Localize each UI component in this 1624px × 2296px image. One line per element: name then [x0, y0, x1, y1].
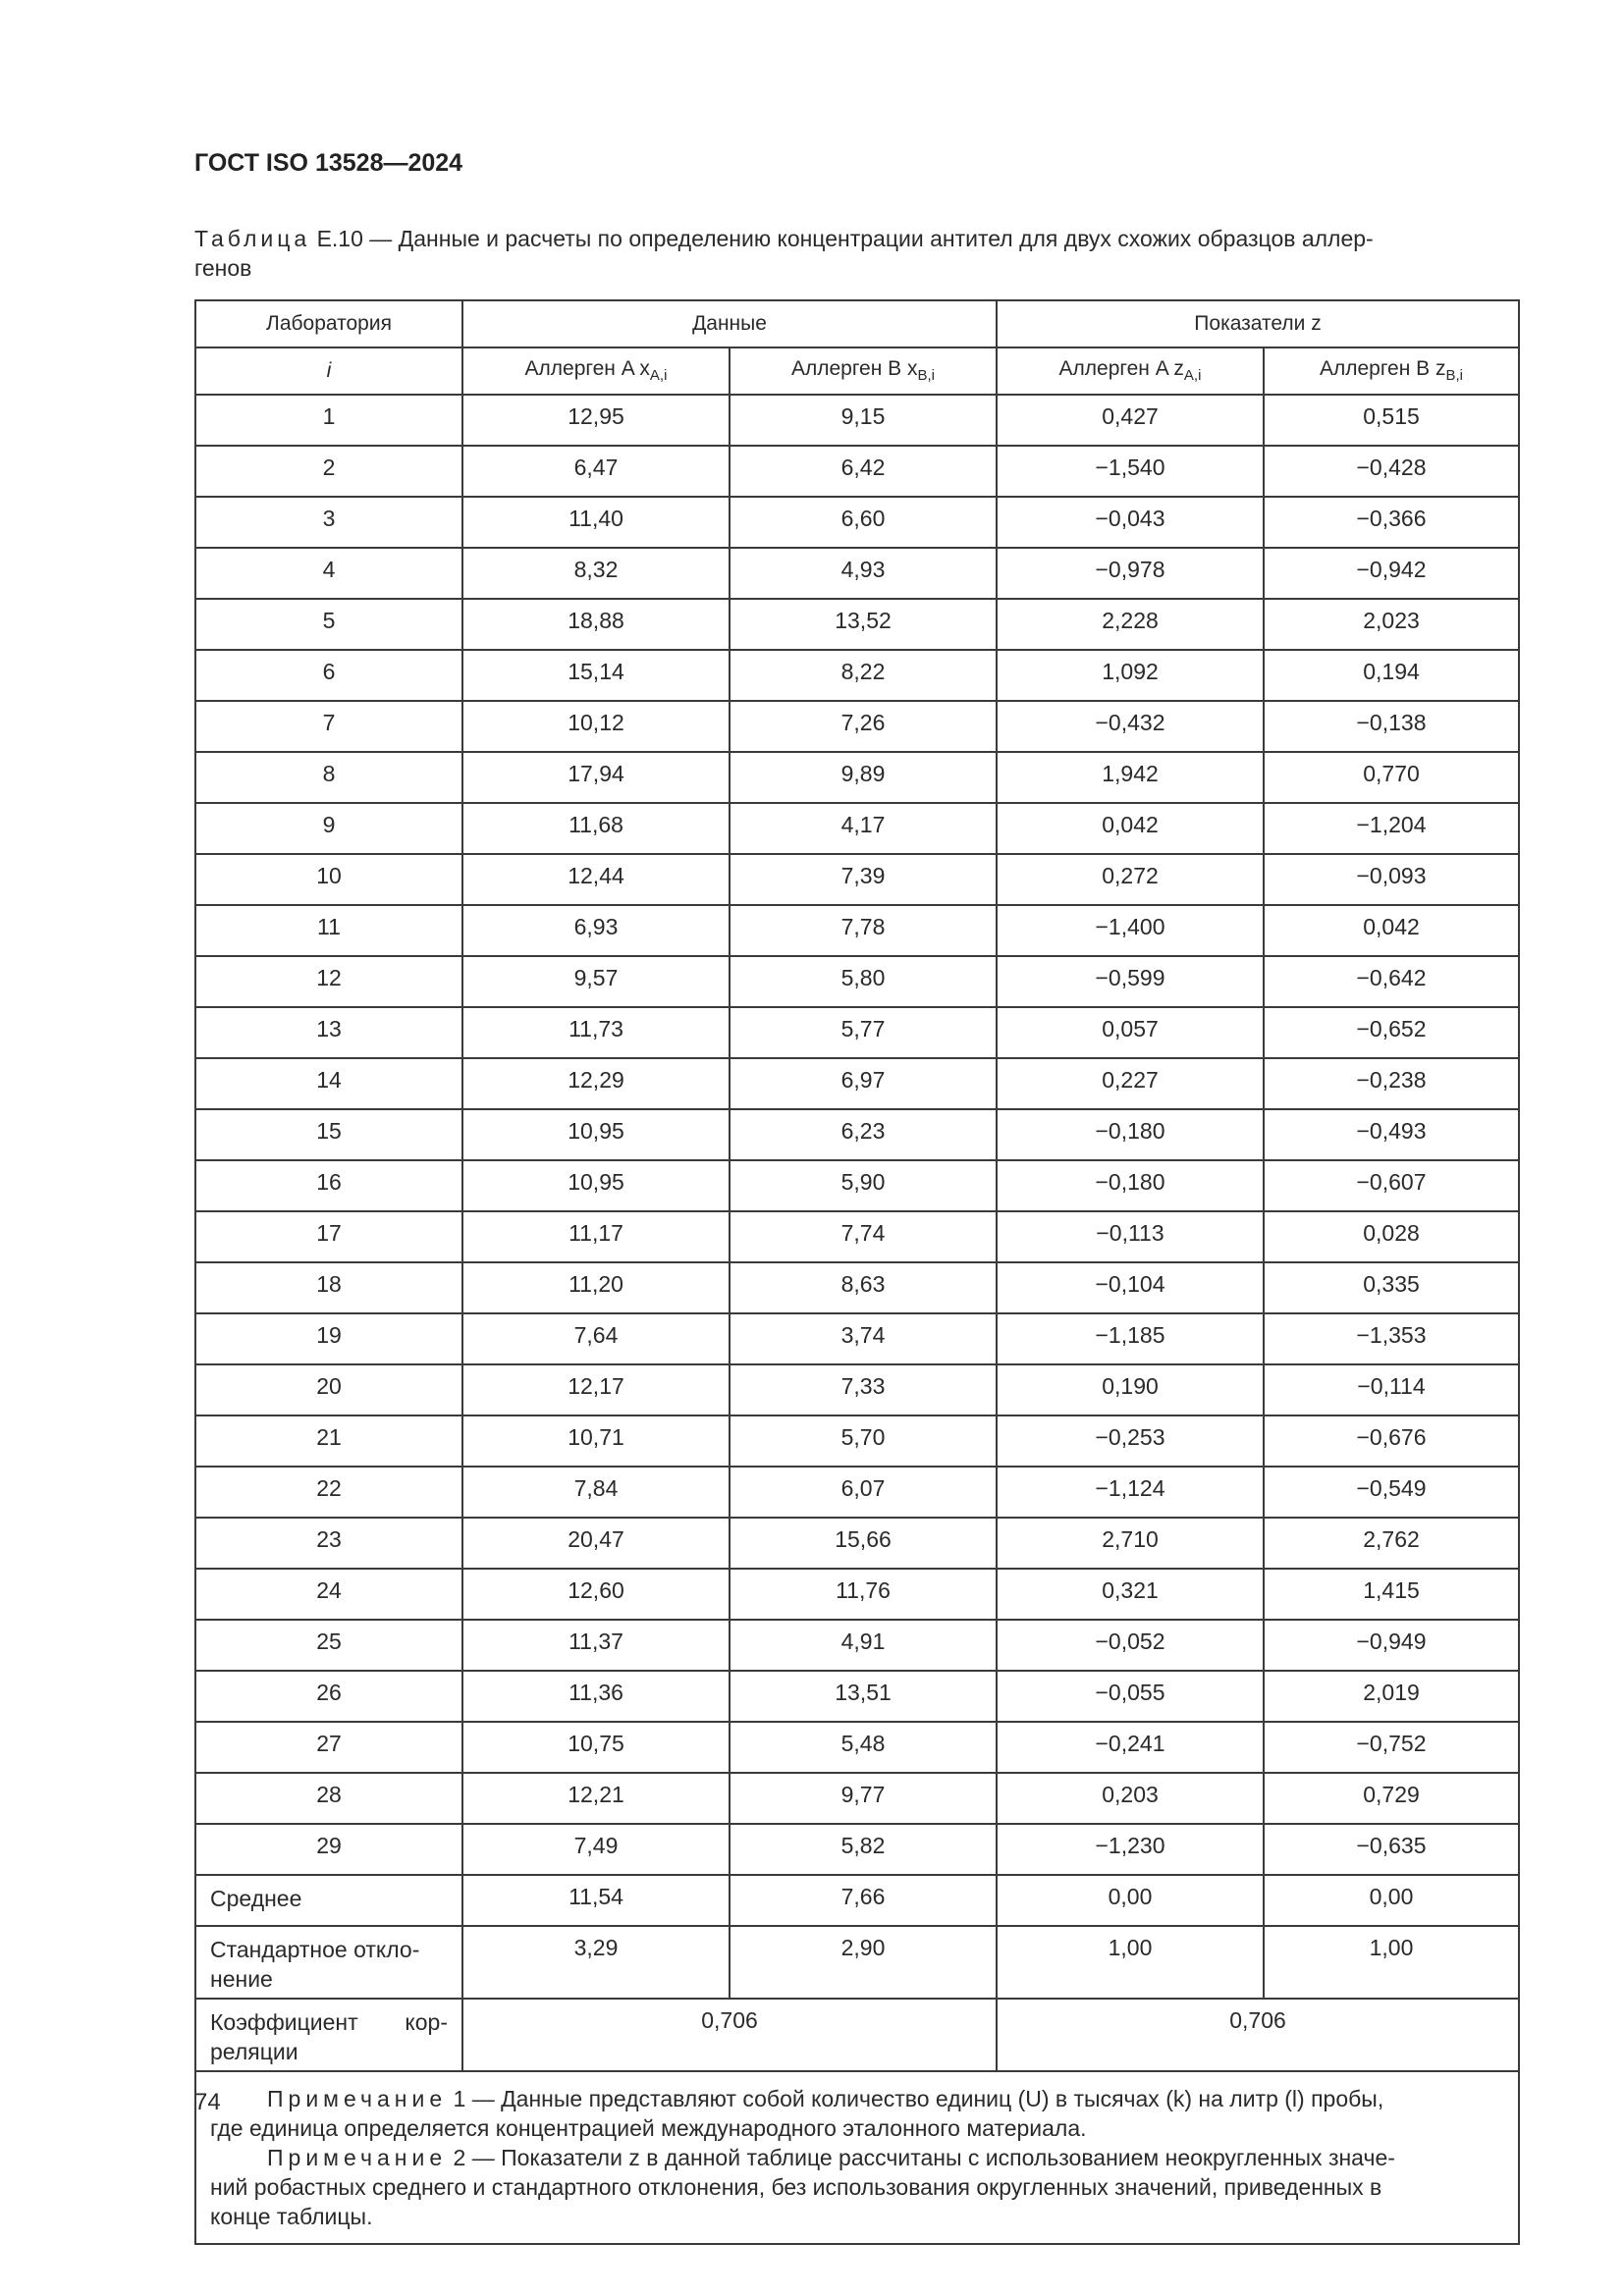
sd-label-line2: нение: [210, 1966, 273, 1992]
z-a-value: −0,104: [997, 1262, 1264, 1313]
table-row: [195, 548, 1519, 599]
header-z-a-label: Аллерген A z: [1058, 357, 1184, 381]
allergen-a-value: 10,71: [462, 1415, 730, 1467]
z-b-value: −0,493: [1264, 1109, 1519, 1160]
z-b-value: −0,238: [1264, 1058, 1519, 1109]
allergen-b-value: 8,22: [730, 650, 997, 701]
allergen-a-value: 10,95: [462, 1109, 730, 1160]
header-allergen-a-label: Аллерген A x: [524, 357, 650, 381]
z-a-value: 0,203: [997, 1773, 1264, 1824]
z-b-value: 2,762: [1264, 1518, 1519, 1569]
z-a-value: 0,321: [997, 1569, 1264, 1620]
lab-index: 17: [195, 1211, 462, 1262]
table-row: [195, 1824, 1519, 1875]
lab-index: 13: [195, 1007, 462, 1058]
note-1-label: Примечание: [267, 2086, 448, 2111]
header-z-a: [997, 347, 1264, 395]
header-z-label: Показатели z: [1194, 312, 1322, 335]
corr-data: 0,706: [462, 1999, 997, 2071]
allergen-a-value: 6,47: [462, 446, 730, 497]
z-b-value: −0,635: [1264, 1824, 1519, 1875]
header-allergen-a: [462, 347, 730, 395]
z-b-value: 0,042: [1264, 905, 1519, 956]
z-b-value: −0,942: [1264, 548, 1519, 599]
lab-index: 16: [195, 1160, 462, 1211]
header-i: [195, 347, 462, 395]
z-a-value: 0,190: [997, 1364, 1264, 1415]
z-a-value: −0,978: [997, 548, 1264, 599]
allergen-b-value: 13,52: [730, 599, 997, 650]
lab-index: 19: [195, 1313, 462, 1364]
allergen-b-value: 4,91: [730, 1620, 997, 1671]
mean-label: Среднее: [195, 1875, 462, 1926]
corr-z: 0,706: [997, 1999, 1519, 2071]
lab-index: 20: [195, 1364, 462, 1415]
lab-index: 15: [195, 1109, 462, 1160]
allergen-a-value: 12,95: [462, 395, 730, 446]
allergen-a-value: 11,40: [462, 497, 730, 548]
z-a-value: 0,427: [997, 395, 1264, 446]
z-a-value: −1,230: [997, 1824, 1264, 1875]
document-header: ГОСТ ISO 13528—2024: [194, 149, 463, 177]
lab-index: 14: [195, 1058, 462, 1109]
z-b-value: −1,353: [1264, 1313, 1519, 1364]
z-a-value: −0,432: [997, 701, 1264, 752]
allergen-b-value: 6,97: [730, 1058, 997, 1109]
z-b-value: 0,770: [1264, 752, 1519, 803]
allergen-a-value: 7,49: [462, 1824, 730, 1875]
z-a-value: −0,055: [997, 1671, 1264, 1722]
allergen-a-value: 8,32: [462, 548, 730, 599]
allergen-b-value: 3,74: [730, 1313, 997, 1364]
z-b-value: 0,515: [1264, 395, 1519, 446]
z-a-value: 0,042: [997, 803, 1264, 854]
table-row: [195, 1109, 1519, 1160]
allergen-b-value: 8,63: [730, 1262, 997, 1313]
lab-index: 6: [195, 650, 462, 701]
z-b-value: −0,949: [1264, 1620, 1519, 1671]
note-2: [210, 2143, 1504, 2172]
table-row: [195, 905, 1519, 956]
allergen-a-value: 11,73: [462, 1007, 730, 1058]
z-b-value: 0,028: [1264, 1211, 1519, 1262]
note-1: [210, 2084, 1504, 2113]
corr-label-line2: реляции: [210, 2039, 298, 2064]
caption-text-cont: генов: [194, 255, 252, 281]
allergen-a-value: 11,37: [462, 1620, 730, 1671]
table-row: [195, 1364, 1519, 1415]
table-row: [195, 854, 1519, 905]
table-row: [195, 446, 1519, 497]
z-b-value: −0,549: [1264, 1467, 1519, 1518]
table-row: [195, 1671, 1519, 1722]
z-a-value: −0,253: [997, 1415, 1264, 1467]
allergen-a-value: 12,17: [462, 1364, 730, 1415]
z-b-value: −0,752: [1264, 1722, 1519, 1773]
z-b-value: −0,676: [1264, 1415, 1519, 1467]
lab-index: 23: [195, 1518, 462, 1569]
header-lab: Лаборатория: [195, 300, 462, 347]
note-2-cont: ний робастных среднего и стандартного отклонения, без использования округленных значений, приведенных в: [210, 2174, 1382, 2200]
lab-index: 3: [195, 497, 462, 548]
note-1-text: 1 — Данные представляют собой количество единиц (U) в тысячах (k) на литр (l) пробы,: [447, 2086, 1384, 2111]
table-row: [195, 1518, 1519, 1569]
allergen-b-value: 11,76: [730, 1569, 997, 1620]
header-data: Данные: [462, 300, 997, 347]
notes-row: [195, 2071, 1519, 2244]
z-b-value: 0,729: [1264, 1773, 1519, 1824]
z-a-value: 1,942: [997, 752, 1264, 803]
mean-zb: 0,00: [1264, 1875, 1519, 1926]
header-z-b: [1264, 347, 1519, 395]
allergen-b-value: 6,42: [730, 446, 997, 497]
mean-row: [195, 1875, 1519, 1926]
allergen-b-value: 13,51: [730, 1671, 997, 1722]
z-a-value: −0,599: [997, 956, 1264, 1007]
z-b-value: −0,428: [1264, 446, 1519, 497]
z-a-value: −0,113: [997, 1211, 1264, 1262]
z-a-value: −0,052: [997, 1620, 1264, 1671]
allergen-b-value: 7,78: [730, 905, 997, 956]
note-1-cont: где единица определяется концентрацией международного эталонного материала.: [210, 2115, 1087, 2141]
lab-index: 10: [195, 854, 462, 905]
lab-index: 21: [195, 1415, 462, 1467]
table-row: [195, 1313, 1519, 1364]
table-row: [195, 650, 1519, 701]
table-row: [195, 1007, 1519, 1058]
allergen-b-value: 7,33: [730, 1364, 997, 1415]
allergen-b-value: 7,26: [730, 701, 997, 752]
corr-row: [195, 1999, 1519, 2071]
allergen-a-value: 20,47: [462, 1518, 730, 1569]
allergen-a-value: 11,17: [462, 1211, 730, 1262]
allergen-a-value: 12,44: [462, 854, 730, 905]
table-row: [195, 701, 1519, 752]
table-row: [195, 1262, 1519, 1313]
table-caption: [194, 224, 1510, 283]
lab-index: 12: [195, 956, 462, 1007]
lab-index: 29: [195, 1824, 462, 1875]
lab-index: 5: [195, 599, 462, 650]
allergen-b-value: 9,77: [730, 1773, 997, 1824]
lab-index: 26: [195, 1671, 462, 1722]
table-row: [195, 1467, 1519, 1518]
header-row-1: [195, 300, 1519, 347]
z-a-value: −0,043: [997, 497, 1264, 548]
table-row: [195, 599, 1519, 650]
z-b-value: −0,114: [1264, 1364, 1519, 1415]
z-a-value: −1,540: [997, 446, 1264, 497]
header-allergen-b-sub: B,i: [917, 367, 936, 385]
note-2-text: 2 — Показатели z в данной таблице рассчитаны с использованием неокругленных значе-: [447, 2145, 1395, 2170]
z-a-value: 0,227: [997, 1058, 1264, 1109]
notes-cell: [195, 2071, 1519, 2244]
table-row: [195, 803, 1519, 854]
allergen-b-value: 4,93: [730, 548, 997, 599]
mean-a: 11,54: [462, 1875, 730, 1926]
z-b-value: 0,335: [1264, 1262, 1519, 1313]
lab-index: 28: [195, 1773, 462, 1824]
z-a-value: 2,228: [997, 599, 1264, 650]
data-table: [194, 299, 1520, 2245]
note-2-cont2: конце таблицы.: [210, 2204, 373, 2229]
mean-b: 7,66: [730, 1875, 997, 1926]
z-b-value: −0,093: [1264, 854, 1519, 905]
lab-index: 1: [195, 395, 462, 446]
table-row: [195, 1415, 1519, 1467]
lab-index: 11: [195, 905, 462, 956]
table-row: [195, 752, 1519, 803]
lab-index: 22: [195, 1467, 462, 1518]
allergen-b-value: 9,15: [730, 395, 997, 446]
z-a-value: 2,710: [997, 1518, 1264, 1569]
allergen-b-value: 5,77: [730, 1007, 997, 1058]
caption-label: Таблица: [194, 226, 311, 251]
table-row: [195, 1058, 1519, 1109]
header-i-label: i: [326, 359, 332, 382]
allergen-a-value: 10,95: [462, 1160, 730, 1211]
allergen-a-value: 18,88: [462, 599, 730, 650]
allergen-a-value: 15,14: [462, 650, 730, 701]
note-2-label: Примечание: [267, 2145, 448, 2170]
z-a-value: 0,057: [997, 1007, 1264, 1058]
table-row: [195, 1569, 1519, 1620]
sd-label-line1: Стандартное откло-: [210, 1937, 420, 1962]
corr-label-line1: [210, 2007, 461, 2037]
z-a-value: 0,272: [997, 854, 1264, 905]
header-row-2: [195, 347, 1519, 395]
table-row: [195, 395, 1519, 446]
header-allergen-a-sub: A,i: [649, 367, 668, 385]
lab-index: 7: [195, 701, 462, 752]
lab-index: 9: [195, 803, 462, 854]
z-b-value: −0,652: [1264, 1007, 1519, 1058]
z-b-value: 1,415: [1264, 1569, 1519, 1620]
lab-index: 25: [195, 1620, 462, 1671]
header-z-b-label: Аллерген B z: [1319, 357, 1446, 381]
caption-text: Е.10 — Данные и расчеты по определению концентрации антител для двух схожих образцов аллер-: [310, 226, 1374, 251]
header-allergen-b-label: Аллерген B x: [790, 357, 918, 381]
lab-index: 27: [195, 1722, 462, 1773]
z-b-value: −0,366: [1264, 497, 1519, 548]
header-z-a-sub: A,i: [1183, 367, 1202, 385]
page-number: 74: [194, 2089, 221, 2115]
allergen-b-value: 15,66: [730, 1518, 997, 1569]
corr-label-word2: кор-: [405, 2009, 448, 2035]
sd-label: [195, 1926, 462, 1999]
mean-za: 0,00: [997, 1875, 1264, 1926]
allergen-a-value: 7,64: [462, 1313, 730, 1364]
table-row: [195, 1620, 1519, 1671]
z-b-value: 0,194: [1264, 650, 1519, 701]
z-a-value: −1,124: [997, 1467, 1264, 1518]
allergen-b-value: 6,60: [730, 497, 997, 548]
z-a-value: 1,092: [997, 650, 1264, 701]
allergen-b-value: 5,80: [730, 956, 997, 1007]
allergen-b-value: 6,07: [730, 1467, 997, 1518]
allergen-b-value: 7,39: [730, 854, 997, 905]
table-row: [195, 1160, 1519, 1211]
allergen-a-value: 17,94: [462, 752, 730, 803]
allergen-b-value: 7,74: [730, 1211, 997, 1262]
allergen-b-value: 4,17: [730, 803, 997, 854]
allergen-a-value: 12,21: [462, 1773, 730, 1824]
header-allergen-b: [730, 347, 997, 395]
allergen-b-value: 9,89: [730, 752, 997, 803]
allergen-a-value: 10,75: [462, 1722, 730, 1773]
sd-zb: 1,00: [1264, 1926, 1519, 1999]
z-b-value: −0,138: [1264, 701, 1519, 752]
z-b-value: −0,607: [1264, 1160, 1519, 1211]
z-a-value: −0,180: [997, 1160, 1264, 1211]
header-z: [997, 300, 1519, 347]
table-row: [195, 956, 1519, 1007]
z-a-value: −1,400: [997, 905, 1264, 956]
allergen-a-value: 6,93: [462, 905, 730, 956]
lab-index: 2: [195, 446, 462, 497]
allergen-a-value: 10,12: [462, 701, 730, 752]
z-b-value: −0,642: [1264, 956, 1519, 1007]
allergen-a-value: 12,29: [462, 1058, 730, 1109]
z-b-value: 2,023: [1264, 599, 1519, 650]
table-row: [195, 1773, 1519, 1824]
z-a-value: −1,185: [997, 1313, 1264, 1364]
sd-a: 3,29: [462, 1926, 730, 1999]
lab-index: 4: [195, 548, 462, 599]
z-b-value: −1,204: [1264, 803, 1519, 854]
allergen-b-value: 5,70: [730, 1415, 997, 1467]
allergen-b-value: 5,82: [730, 1824, 997, 1875]
allergen-a-value: 11,20: [462, 1262, 730, 1313]
lab-index: 18: [195, 1262, 462, 1313]
header-z-b-sub: B,i: [1445, 367, 1464, 385]
allergen-a-value: 7,84: [462, 1467, 730, 1518]
z-b-value: 2,019: [1264, 1671, 1519, 1722]
corr-label-word1: Коэффициент: [210, 2009, 358, 2035]
lab-index: 24: [195, 1569, 462, 1620]
allergen-a-value: 11,68: [462, 803, 730, 854]
allergen-a-value: 11,36: [462, 1671, 730, 1722]
sd-b: 2,90: [730, 1926, 997, 1999]
sd-row: [195, 1926, 1519, 1999]
table-row: [195, 497, 1519, 548]
table-row: [195, 1722, 1519, 1773]
sd-za: 1,00: [997, 1926, 1264, 1999]
allergen-b-value: 5,48: [730, 1722, 997, 1773]
table-row: [195, 1211, 1519, 1262]
z-a-value: −0,241: [997, 1722, 1264, 1773]
allergen-b-value: 5,90: [730, 1160, 997, 1211]
allergen-a-value: 12,60: [462, 1569, 730, 1620]
lab-index: 8: [195, 752, 462, 803]
allergen-b-value: 6,23: [730, 1109, 997, 1160]
corr-label: [195, 1999, 462, 2071]
allergen-a-value: 9,57: [462, 956, 730, 1007]
z-a-value: −0,180: [997, 1109, 1264, 1160]
